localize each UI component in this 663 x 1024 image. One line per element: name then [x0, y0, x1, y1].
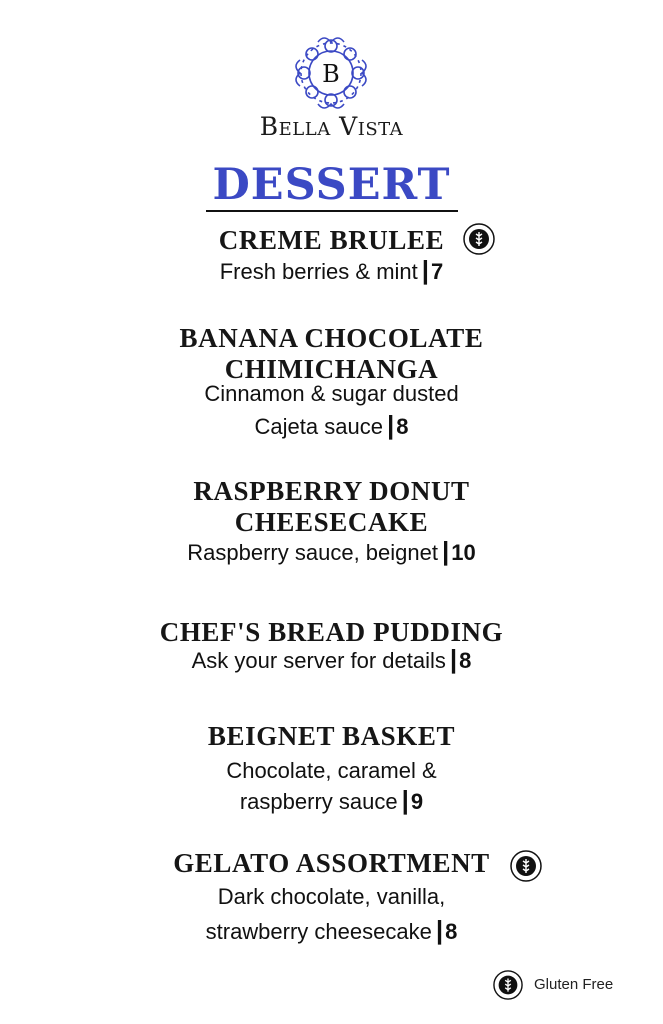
brand-name [0, 112, 663, 141]
menu-item-name: BANANA CHOCOLATE [179, 323, 484, 353]
menu-item-name: CREME BRULEE [218, 225, 445, 255]
svg-text:B: B [322, 60, 340, 88]
menu-item-name: BEIGNET BASKET [207, 721, 456, 751]
gluten-free-legend-icon [493, 970, 523, 1000]
menu-item-name: RASPBERRY DONUT [193, 476, 470, 506]
bella-vista-logo-icon [288, 30, 374, 116]
section-divider [206, 210, 458, 212]
menu-item-description: Dark chocolate, vanilla, [217, 884, 446, 909]
menu-item-price: 8 [445, 919, 458, 944]
menu-item-description: Fresh berries & mint |7 [219, 255, 444, 285]
menu-item-name: CHEESECAKE [234, 507, 429, 537]
section-title: DESSERT [212, 160, 451, 210]
menu-item-description: Cinnamon & sugar dusted [204, 381, 459, 406]
menu-item-price: 9 [410, 789, 424, 814]
legend-label: Gluten Free [534, 976, 614, 993]
menu-item-name: CHEF'S BREAD PUDDING [159, 617, 504, 647]
menu-item-description: raspberry sauce |9 [239, 785, 424, 815]
menu-item-name: CHIMICHANGA [224, 354, 439, 384]
menu-item-description: Cajeta sauce |8 [254, 410, 409, 440]
gluten-free-icon [510, 850, 542, 882]
brand-name-text: Bella Vista [259, 112, 404, 141]
menu-item-name: GELATO ASSORTMENT [173, 848, 490, 878]
menu-item-description: Raspberry sauce, beignet |10 [187, 536, 476, 566]
gluten-free-icon [463, 223, 495, 255]
menu-item-description: strawberry cheesecake |8 [205, 915, 458, 945]
menu-item-price: 8 [459, 648, 472, 673]
menu-item-price: 10 [451, 540, 476, 565]
menu-item-description: Ask your server for details |8 [191, 644, 472, 674]
menu-item-price: 8 [396, 414, 409, 439]
menu-item-price: 7 [431, 259, 444, 284]
menu-item-description: Chocolate, caramel & [226, 758, 437, 783]
